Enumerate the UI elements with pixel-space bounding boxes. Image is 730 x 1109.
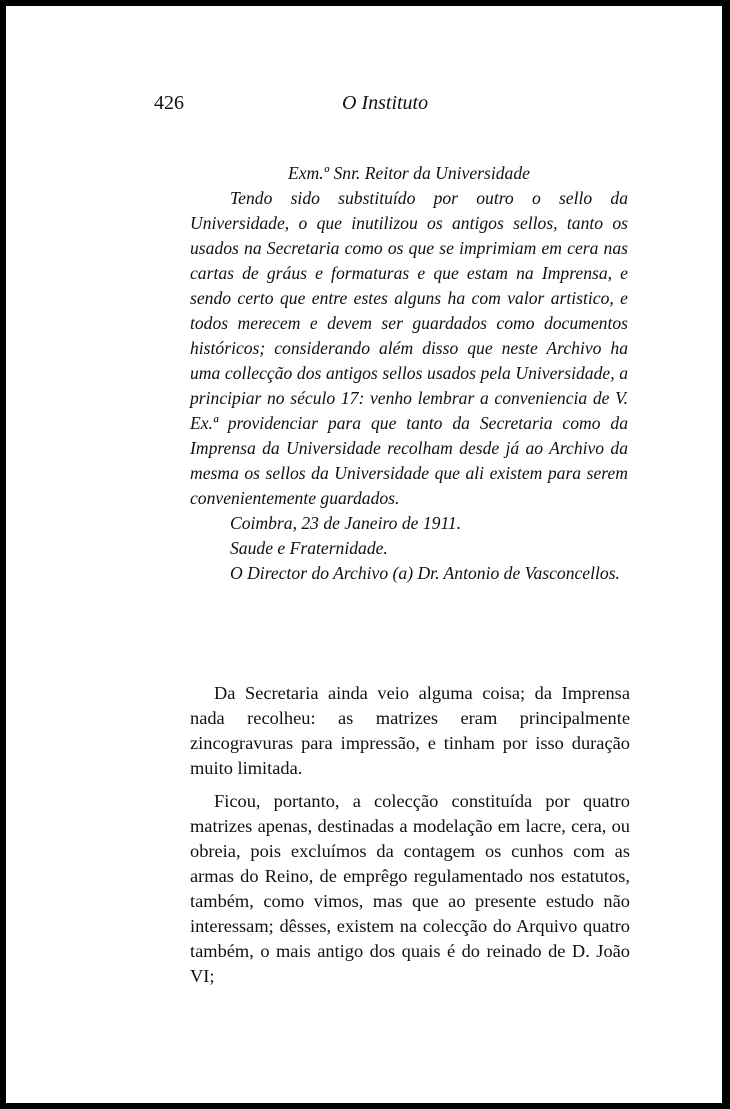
running-title: O Instituto — [342, 92, 429, 114]
paragraph: Ficou, portanto, a colecção constituída por quatro matrizes apenas, destinadas a modelação em lacre, cera, ou obreia, pois excluímos da contagem os cunhos com as armas do Reino, de emprêgo regulamentado nos estatutos, também, como vimos, mas que ao presente estudo não interessam; dêsses, existem na colecção do Arquivo quatro também, o mais antigo dos quais é do reinado de D. João VI; — [190, 791, 630, 986]
page-number: 426 — [154, 92, 184, 114]
letter-closing: Saude e Fraternidade. — [230, 538, 388, 558]
main-text — [190, 681, 630, 997]
letter-date: Coimbra, 23 de Janeiro de 1911. — [230, 513, 462, 533]
letter-signature: O Director do Archivo (a) Dr. Antonio de Vasconcellos. — [230, 563, 620, 583]
quoted-letter — [190, 161, 628, 586]
letter-body: Tendo sido substituído por outro o sello da Universidade, o que inutilizou os antigos sellos, tanto os usados na Secretaria como os que se imprimiam em cera nas cartas de gráus e formaturas e que estam na Imprensa, e sendo certo que entre estes alguns ha com valor artistico, e todos merecem e devem ser guardados como documentos históricos; considerando além disso que neste Archivo ha uma collecção dos antigos sellos usados pela Universidade, a principiar no século 17: venho lembrar a conveniencia de V. Ex.ª providenciar para que tanto da Secretaria como da Imprensa da Universidade recolham desde já ao Archivo da mesma os sellos da Universidade que ali existem para serem convenientemente guardados. — [190, 188, 628, 508]
document-page — [6, 6, 722, 1103]
letter-salutation: Exm.º Snr. Reitor da Universidade — [288, 163, 530, 183]
paragraph: Da Secretaria ainda veio alguma coisa; da Imprensa nada recolheu: as matrizes eram principalmente zincogravuras para impressão, e tinham por isso duração muito limitada. — [190, 683, 630, 778]
